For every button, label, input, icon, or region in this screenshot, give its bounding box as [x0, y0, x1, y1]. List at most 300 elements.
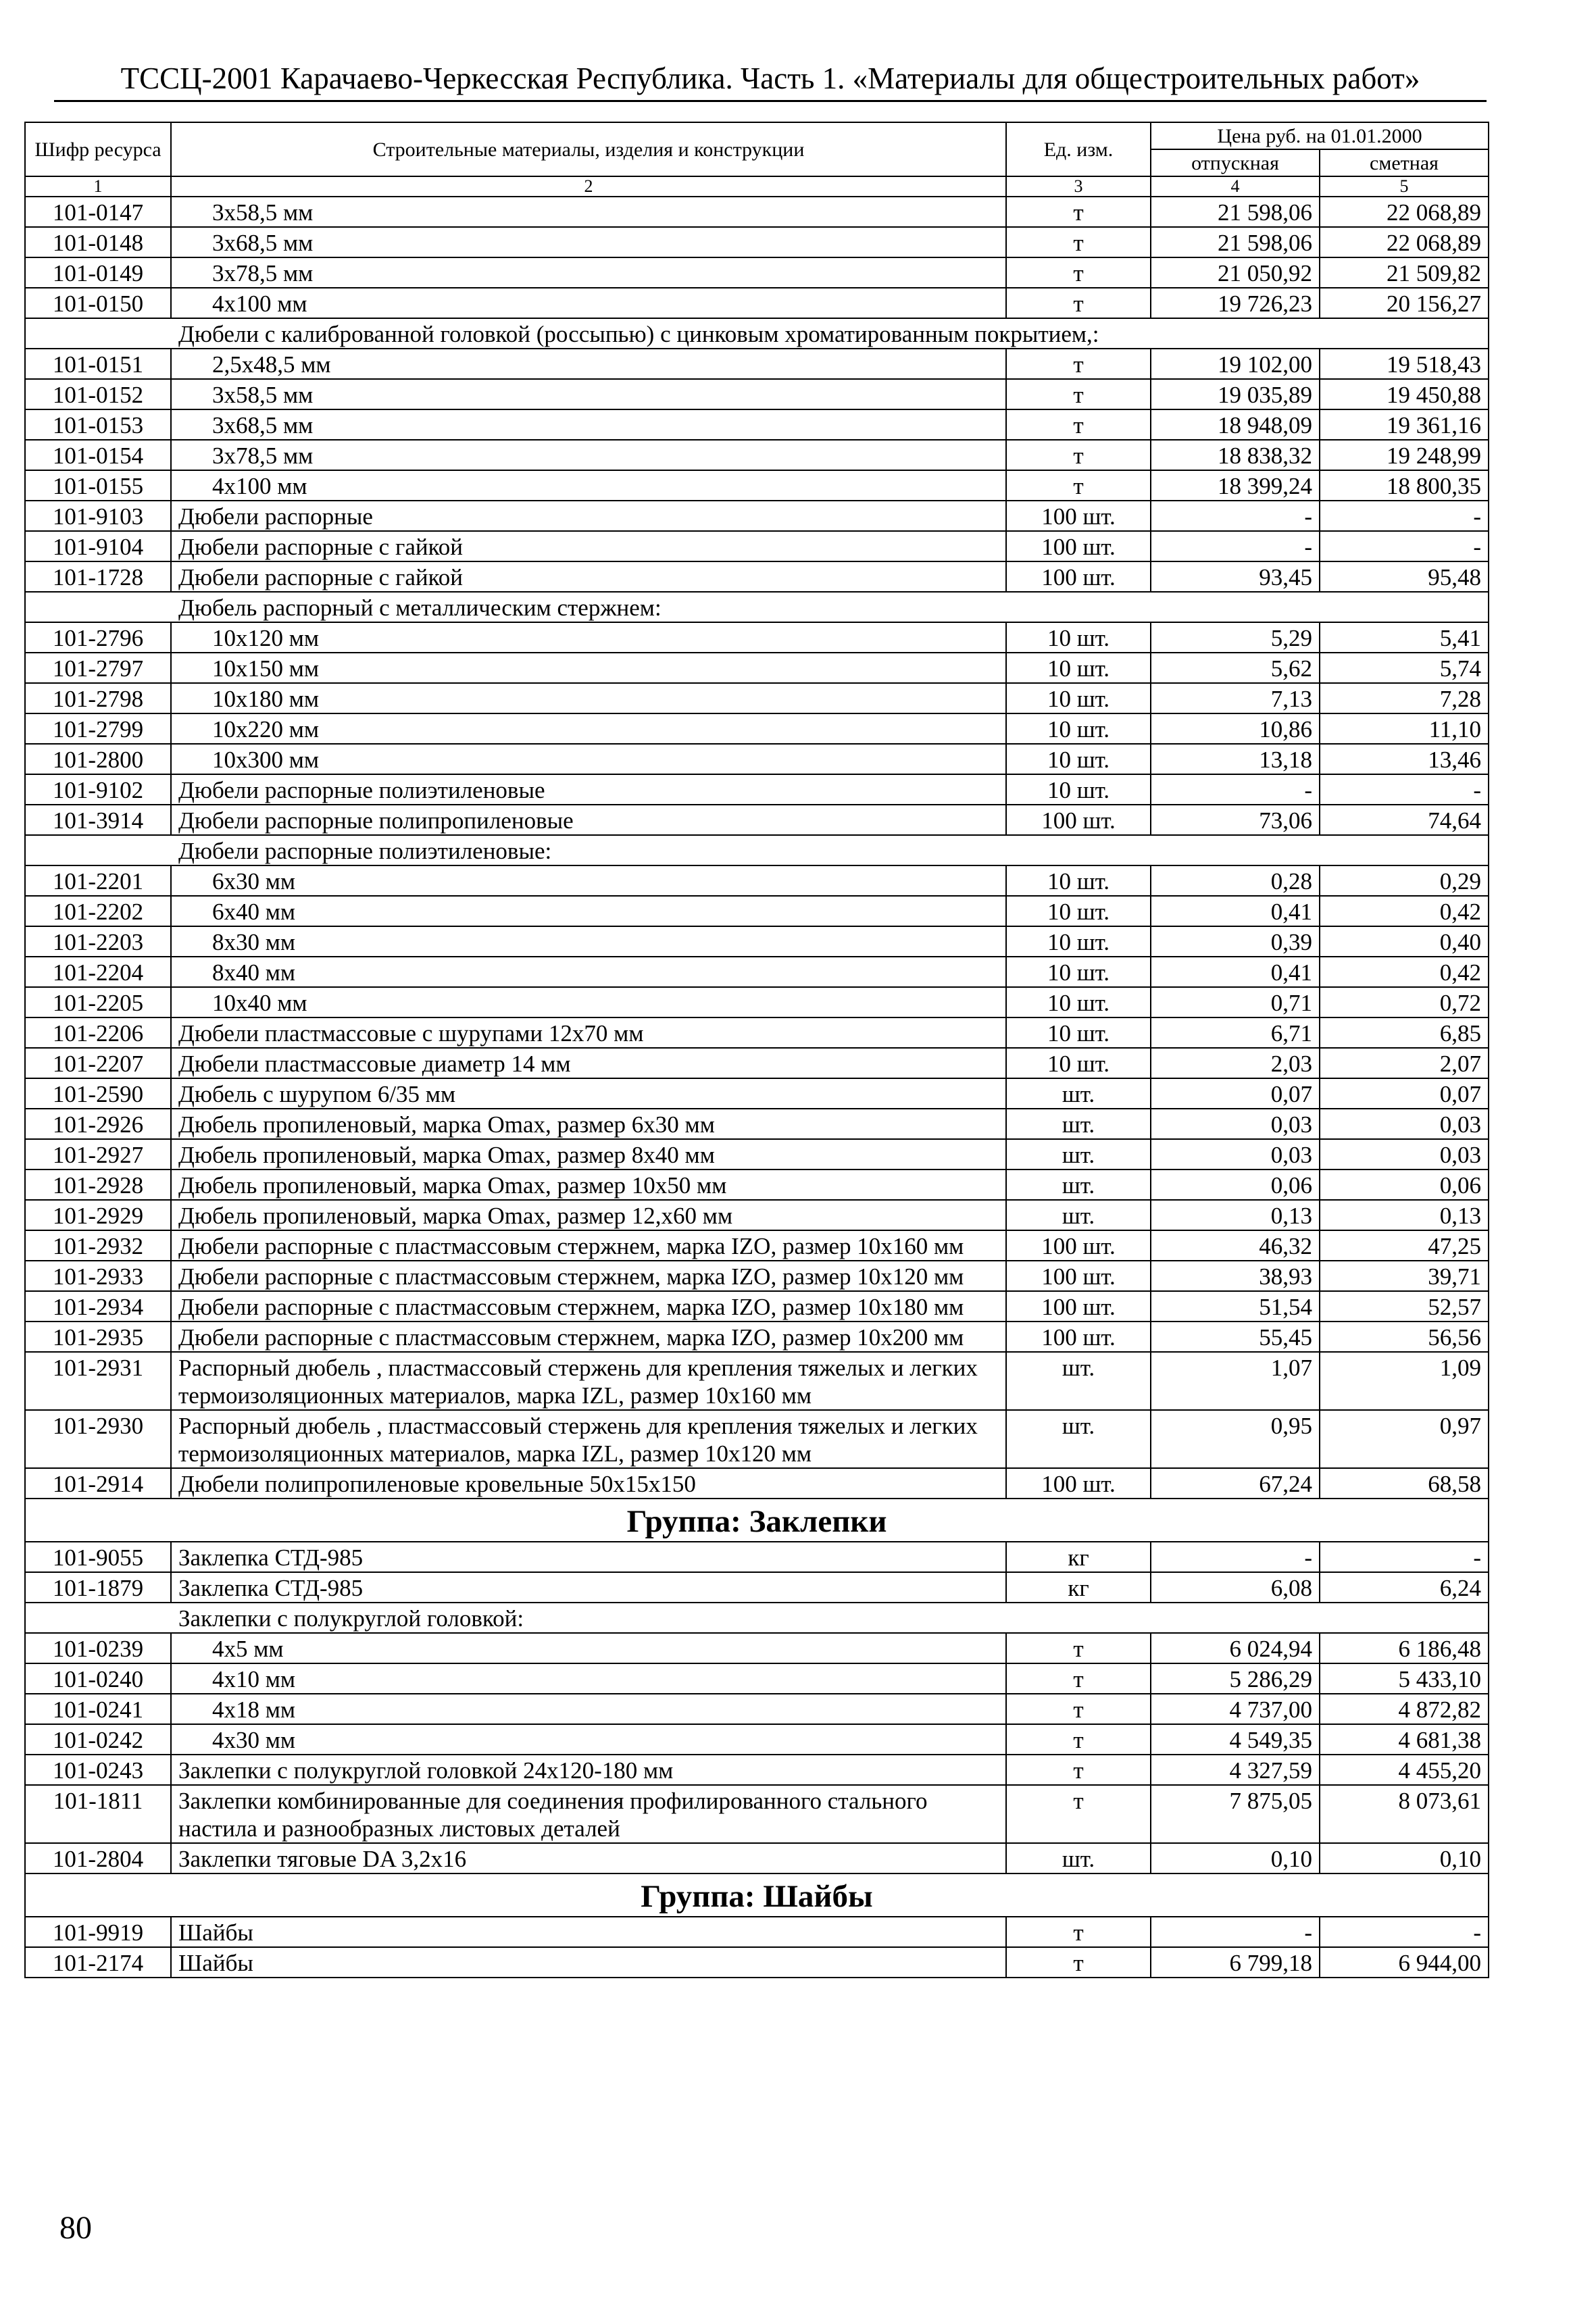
material-name: Дюбели распорные с пластмассовым стержнем, марка IZO, размер 10x180 мм	[171, 1291, 1006, 1322]
estimate-price: -	[1320, 1542, 1489, 1572]
estimate-price: 4 455,20	[1320, 1755, 1489, 1785]
resource-code: 101-2927	[25, 1139, 171, 1169]
material-name: 10x300 мм	[171, 744, 1006, 774]
material-name: 4x5 мм	[171, 1633, 1006, 1663]
resource-code: 101-2934	[25, 1291, 171, 1322]
material-name: 3x68,5 мм	[171, 227, 1006, 257]
material-name: Шайбы	[171, 1947, 1006, 1978]
table-row	[25, 1139, 1489, 1169]
material-name: 3x58,5 мм	[171, 197, 1006, 227]
material-name: 4x18 мм	[171, 1694, 1006, 1724]
resource-code: 101-2914	[25, 1468, 171, 1499]
table-row	[25, 1410, 1489, 1468]
material-name: 4x10 мм	[171, 1663, 1006, 1694]
estimate-price: 22 068,89	[1320, 197, 1489, 227]
table-row	[25, 744, 1489, 774]
table-row	[25, 1633, 1489, 1663]
table-row	[25, 1261, 1489, 1291]
resource-code: 101-9055	[25, 1542, 171, 1572]
material-name: 4x30 мм	[171, 1724, 1006, 1755]
column-number: 1	[25, 176, 171, 197]
table-row	[25, 379, 1489, 409]
resource-code: 101-0152	[25, 379, 171, 409]
unit: шт.	[1006, 1109, 1151, 1139]
table-row	[25, 501, 1489, 531]
subheading-text: Дюбели распорные полиэтиленовые:	[25, 835, 1489, 865]
subheading-row	[25, 592, 1489, 622]
estimate-price: 0,03	[1320, 1109, 1489, 1139]
estimate-price: 5 433,10	[1320, 1663, 1489, 1694]
unit: 10 шт.	[1006, 774, 1151, 805]
material-name: 6x40 мм	[171, 896, 1006, 926]
table-row	[25, 288, 1489, 318]
table-row	[25, 257, 1489, 288]
unit: 100 шт.	[1006, 561, 1151, 592]
table-row	[25, 440, 1489, 470]
unit: 10 шт.	[1006, 1048, 1151, 1078]
release-price: 0,39	[1151, 926, 1320, 957]
estimate-price: 68,58	[1320, 1468, 1489, 1499]
unit: шт.	[1006, 1139, 1151, 1169]
table-row	[25, 197, 1489, 227]
release-price: -	[1151, 1917, 1320, 1947]
estimate-price: 0,13	[1320, 1200, 1489, 1230]
resource-code: 101-0241	[25, 1694, 171, 1724]
unit: 10 шт.	[1006, 683, 1151, 713]
material-name: Заклепка СТД-985	[171, 1572, 1006, 1603]
material-name: 3x78,5 мм	[171, 440, 1006, 470]
resource-code: 101-0239	[25, 1633, 171, 1663]
material-name: Дюбели распорные с пластмассовым стержнем, марка IZO, размер 10x120 мм	[171, 1261, 1006, 1291]
resource-code: 101-2206	[25, 1017, 171, 1048]
table-row	[25, 349, 1489, 379]
resource-code: 101-2202	[25, 896, 171, 926]
resource-code: 101-0147	[25, 197, 171, 227]
release-price: 19 102,00	[1151, 349, 1320, 379]
table-row	[25, 896, 1489, 926]
resource-code: 101-9104	[25, 531, 171, 561]
unit: т	[1006, 409, 1151, 440]
unit: 10 шт.	[1006, 713, 1151, 744]
release-price: 0,71	[1151, 987, 1320, 1017]
material-name: Дюбели распорные с гайкой	[171, 561, 1006, 592]
estimate-price: 0,03	[1320, 1139, 1489, 1169]
unit: 100 шт.	[1006, 805, 1151, 835]
table-row	[25, 1542, 1489, 1572]
unit: 100 шт.	[1006, 1261, 1151, 1291]
release-price: -	[1151, 1542, 1320, 1572]
unit: шт.	[1006, 1200, 1151, 1230]
unit: 100 шт.	[1006, 501, 1151, 531]
material-name: 10x180 мм	[171, 683, 1006, 713]
subheading-row	[25, 835, 1489, 865]
table-row	[25, 1663, 1489, 1694]
unit: 10 шт.	[1006, 1017, 1151, 1048]
material-name: Дюбели пластмассовые с шурупами 12x70 мм	[171, 1017, 1006, 1048]
release-price: 5,62	[1151, 653, 1320, 683]
table-row	[25, 1694, 1489, 1724]
table-row	[25, 470, 1489, 501]
resource-code: 101-0150	[25, 288, 171, 318]
unit: т	[1006, 349, 1151, 379]
unit: т	[1006, 288, 1151, 318]
unit: шт.	[1006, 1169, 1151, 1200]
group-title: Группа: Заклепки	[25, 1499, 1489, 1542]
estimate-price: 52,57	[1320, 1291, 1489, 1322]
table-row	[25, 1755, 1489, 1785]
resource-code: 101-2804	[25, 1843, 171, 1873]
unit: т	[1006, 1633, 1151, 1663]
material-name: Дюбель с шурупом 6/35 мм	[171, 1078, 1006, 1109]
table-body	[25, 197, 1489, 1978]
release-price: 21 598,06	[1151, 227, 1320, 257]
release-price: 73,06	[1151, 805, 1320, 835]
resource-code: 101-2935	[25, 1322, 171, 1352]
estimate-price: 18 800,35	[1320, 470, 1489, 501]
resource-code: 101-2174	[25, 1947, 171, 1978]
material-name: Заклепки с полукруглой головкой 24x120-180 мм	[171, 1755, 1006, 1785]
material-name: 10x120 мм	[171, 622, 1006, 653]
material-name: Распорный дюбель , пластмассовый стержень для крепления тяжелых и легких термоизоляционных материалов, марка IZL, размер 10x120 мм	[171, 1410, 1006, 1468]
table-row	[25, 1200, 1489, 1230]
unit: 10 шт.	[1006, 744, 1151, 774]
release-price: 51,54	[1151, 1291, 1320, 1322]
column-number: 5	[1320, 176, 1489, 197]
resource-code: 101-2799	[25, 713, 171, 744]
release-price: 6,71	[1151, 1017, 1320, 1048]
table-row	[25, 1843, 1489, 1873]
unit: кг	[1006, 1572, 1151, 1603]
release-price: -	[1151, 531, 1320, 561]
unit: т	[1006, 257, 1151, 288]
estimate-price: 6 186,48	[1320, 1633, 1489, 1663]
resource-code: 101-2797	[25, 653, 171, 683]
table-head	[25, 122, 1489, 197]
table-row	[25, 1724, 1489, 1755]
table-row	[25, 774, 1489, 805]
estimate-price: 6,85	[1320, 1017, 1489, 1048]
resource-code: 101-0155	[25, 470, 171, 501]
release-price: 10,86	[1151, 713, 1320, 744]
unit: 10 шт.	[1006, 622, 1151, 653]
unit: 10 шт.	[1006, 653, 1151, 683]
release-price: 21 598,06	[1151, 197, 1320, 227]
table-row	[25, 622, 1489, 653]
release-price: 0,03	[1151, 1109, 1320, 1139]
estimate-price: 74,64	[1320, 805, 1489, 835]
resource-code: 101-1879	[25, 1572, 171, 1603]
unit: т	[1006, 197, 1151, 227]
unit: 10 шт.	[1006, 896, 1151, 926]
resource-code: 101-0153	[25, 409, 171, 440]
table-row	[25, 409, 1489, 440]
release-price: 6,08	[1151, 1572, 1320, 1603]
resource-code: 101-2800	[25, 744, 171, 774]
resource-code: 101-3914	[25, 805, 171, 835]
release-price: 7 875,05	[1151, 1785, 1320, 1843]
estimate-price: 19 518,43	[1320, 349, 1489, 379]
column-header-estimate-price: сметная	[1320, 149, 1489, 176]
estimate-price: 4 872,82	[1320, 1694, 1489, 1724]
page-header: ТССЦ-2001 Карачаево-Черкесская Республика. Часть 1. «Материалы для общестроительных работ»	[54, 59, 1487, 102]
unit: т	[1006, 440, 1151, 470]
unit: 10 шт.	[1006, 926, 1151, 957]
resource-code: 101-2798	[25, 683, 171, 713]
material-name: Дюбели распорные с гайкой	[171, 531, 1006, 561]
material-name: Дюбели распорные	[171, 501, 1006, 531]
estimate-price: 7,28	[1320, 683, 1489, 713]
resource-code: 101-2930	[25, 1410, 171, 1468]
estimate-price: -	[1320, 1917, 1489, 1947]
column-number: 3	[1006, 176, 1151, 197]
table-row	[25, 1048, 1489, 1078]
resource-code: 101-2201	[25, 865, 171, 896]
release-price: 0,13	[1151, 1200, 1320, 1230]
table-row	[25, 227, 1489, 257]
subheading-text: Дюбель распорный с металлическим стержнем:	[25, 592, 1489, 622]
estimate-price: 0,42	[1320, 896, 1489, 926]
release-price: 6 799,18	[1151, 1947, 1320, 1978]
table-row	[25, 1322, 1489, 1352]
material-name: Заклепка СТД-985	[171, 1542, 1006, 1572]
material-name: Дюбель пропиленовый, марка Omax, размер 6x30 мм	[171, 1109, 1006, 1139]
estimate-price: 0,10	[1320, 1843, 1489, 1873]
unit: 100 шт.	[1006, 1291, 1151, 1322]
column-number-row	[25, 176, 1489, 197]
release-price: 0,41	[1151, 957, 1320, 987]
resource-code: 101-9102	[25, 774, 171, 805]
resource-code: 101-2207	[25, 1048, 171, 1078]
estimate-price: 6,24	[1320, 1572, 1489, 1603]
resource-code: 101-2931	[25, 1352, 171, 1410]
table-row	[25, 1078, 1489, 1109]
material-name: Заклепки тяговые DA 3,2x16	[171, 1843, 1006, 1873]
release-price: 5 286,29	[1151, 1663, 1320, 1694]
unit: шт.	[1006, 1078, 1151, 1109]
estimate-price: 0,40	[1320, 926, 1489, 957]
estimate-price: 21 509,82	[1320, 257, 1489, 288]
column-header-unit: Ед. изм.	[1006, 122, 1151, 176]
estimate-price: 0,72	[1320, 987, 1489, 1017]
material-name: 4x100 мм	[171, 470, 1006, 501]
resource-code: 101-0242	[25, 1724, 171, 1755]
table-row	[25, 1109, 1489, 1139]
release-price: 2,03	[1151, 1048, 1320, 1078]
resource-code: 101-0151	[25, 349, 171, 379]
table-row	[25, 865, 1489, 896]
material-name: 8x30 мм	[171, 926, 1006, 957]
material-name: Дюбель пропиленовый, марка Omax, размер 8x40 мм	[171, 1139, 1006, 1169]
resource-code: 101-1811	[25, 1785, 171, 1843]
release-price: 19 035,89	[1151, 379, 1320, 409]
subheading-text: Заклепки с полукруглой головкой:	[25, 1603, 1489, 1633]
unit: т	[1006, 227, 1151, 257]
release-price: 21 050,92	[1151, 257, 1320, 288]
estimate-price: 22 068,89	[1320, 227, 1489, 257]
estimate-price: 20 156,27	[1320, 288, 1489, 318]
table-row	[25, 1169, 1489, 1200]
resource-code: 101-2590	[25, 1078, 171, 1109]
release-price: 0,06	[1151, 1169, 1320, 1200]
table-row	[25, 805, 1489, 835]
unit: т	[1006, 379, 1151, 409]
material-name: Дюбели распорные с пластмассовым стержнем, марка IZO, размер 10x160 мм	[171, 1230, 1006, 1261]
estimate-price: 0,29	[1320, 865, 1489, 896]
resource-code: 101-2796	[25, 622, 171, 653]
unit: т	[1006, 1694, 1151, 1724]
subheading-row	[25, 1603, 1489, 1633]
unit: т	[1006, 470, 1151, 501]
estimate-price: 6 944,00	[1320, 1947, 1489, 1978]
unit: шт.	[1006, 1843, 1151, 1873]
column-number: 2	[171, 176, 1006, 197]
release-price: 7,13	[1151, 683, 1320, 713]
unit: т	[1006, 1663, 1151, 1694]
column-header-code: Шифр ресурса	[25, 122, 171, 176]
estimate-price: 19 450,88	[1320, 379, 1489, 409]
table-row	[25, 1785, 1489, 1843]
release-price: 93,45	[1151, 561, 1320, 592]
release-price: -	[1151, 501, 1320, 531]
unit: 100 шт.	[1006, 1468, 1151, 1499]
table-row	[25, 1230, 1489, 1261]
resource-code: 101-9103	[25, 501, 171, 531]
release-price: 18 838,32	[1151, 440, 1320, 470]
material-name: Дюбели пластмассовые диаметр 14 мм	[171, 1048, 1006, 1078]
resource-code: 101-2205	[25, 987, 171, 1017]
material-name: 10x40 мм	[171, 987, 1006, 1017]
resource-code: 101-0154	[25, 440, 171, 470]
page-number: 80	[59, 2210, 92, 2246]
material-name: Дюбель пропиленовый, марка Omax, размер 10x50 мм	[171, 1169, 1006, 1200]
release-price: 18 948,09	[1151, 409, 1320, 440]
unit: 10 шт.	[1006, 987, 1151, 1017]
material-name: 3x68,5 мм	[171, 409, 1006, 440]
table-row	[25, 1947, 1489, 1978]
estimate-price: 39,71	[1320, 1261, 1489, 1291]
estimate-price: 8 073,61	[1320, 1785, 1489, 1843]
material-name: Дюбели полипропиленовые кровельные 50x15x150	[171, 1468, 1006, 1499]
release-price: 0,95	[1151, 1410, 1320, 1468]
group-heading-row	[25, 1873, 1489, 1917]
material-name: Дюбели распорные с пластмассовым стержнем, марка IZO, размер 10x200 мм	[171, 1322, 1006, 1352]
release-price: 6 024,94	[1151, 1633, 1320, 1663]
resource-code: 101-2926	[25, 1109, 171, 1139]
release-price: 13,18	[1151, 744, 1320, 774]
table-row	[25, 1572, 1489, 1603]
table-row	[25, 1291, 1489, 1322]
table-row	[25, 531, 1489, 561]
unit: 100 шт.	[1006, 1230, 1151, 1261]
table-row	[25, 957, 1489, 987]
estimate-price: 0,06	[1320, 1169, 1489, 1200]
unit: т	[1006, 1755, 1151, 1785]
release-price: 19 726,23	[1151, 288, 1320, 318]
resource-code: 101-2933	[25, 1261, 171, 1291]
estimate-price: 19 248,99	[1320, 440, 1489, 470]
price-table	[24, 122, 1489, 1978]
unit: т	[1006, 1724, 1151, 1755]
estimate-price: -	[1320, 531, 1489, 561]
release-price: 38,93	[1151, 1261, 1320, 1291]
unit: т	[1006, 1785, 1151, 1843]
estimate-price: 0,42	[1320, 957, 1489, 987]
estimate-price: -	[1320, 774, 1489, 805]
table-row	[25, 1917, 1489, 1947]
release-price: 0,07	[1151, 1078, 1320, 1109]
release-price: 0,41	[1151, 896, 1320, 926]
table-row	[25, 1017, 1489, 1048]
unit: т	[1006, 1947, 1151, 1978]
material-name: 3x78,5 мм	[171, 257, 1006, 288]
table-row	[25, 653, 1489, 683]
estimate-price: 95,48	[1320, 561, 1489, 592]
estimate-price: 11,10	[1320, 713, 1489, 744]
material-name: Дюбель пропиленовый, марка Omax, размер 12,x60 мм	[171, 1200, 1006, 1230]
material-name: Распорный дюбель , пластмассовый стержень для крепления тяжелых и легких термоизоляционных материалов, марка IZL, размер 10x160 мм	[171, 1352, 1006, 1410]
material-name: Заклепки комбинированные для соединения профилированного стального настила и разнообразных листовых деталей	[171, 1785, 1006, 1843]
unit: 100 шт.	[1006, 1322, 1151, 1352]
release-price: 5,29	[1151, 622, 1320, 653]
unit: 100 шт.	[1006, 531, 1151, 561]
material-name: 3x58,5 мм	[171, 379, 1006, 409]
resource-code: 101-2932	[25, 1230, 171, 1261]
material-name: Шайбы	[171, 1917, 1006, 1947]
estimate-price: 19 361,16	[1320, 409, 1489, 440]
release-price: 18 399,24	[1151, 470, 1320, 501]
resource-code: 101-2204	[25, 957, 171, 987]
column-header-name: Строительные материалы, изделия и конструкции	[171, 122, 1006, 176]
unit: 10 шт.	[1006, 957, 1151, 987]
release-price: 0,10	[1151, 1843, 1320, 1873]
release-price: 4 549,35	[1151, 1724, 1320, 1755]
resource-code: 101-2203	[25, 926, 171, 957]
resource-code: 101-0149	[25, 257, 171, 288]
group-heading-row	[25, 1499, 1489, 1542]
subheading-row	[25, 318, 1489, 349]
material-name: 6x30 мм	[171, 865, 1006, 896]
material-name: 8x40 мм	[171, 957, 1006, 987]
table-row	[25, 713, 1489, 744]
estimate-price: 0,07	[1320, 1078, 1489, 1109]
unit: кг	[1006, 1542, 1151, 1572]
resource-code: 101-2928	[25, 1169, 171, 1200]
resource-code: 101-0148	[25, 227, 171, 257]
estimate-price: -	[1320, 501, 1489, 531]
estimate-price: 47,25	[1320, 1230, 1489, 1261]
column-header-release-price: отпускная	[1151, 149, 1320, 176]
release-price: 67,24	[1151, 1468, 1320, 1499]
table-row	[25, 683, 1489, 713]
release-price: 0,03	[1151, 1139, 1320, 1169]
column-header-price-group: Цена руб. на 01.01.2000	[1151, 122, 1489, 149]
estimate-price: 5,41	[1320, 622, 1489, 653]
group-title: Группа: Шайбы	[25, 1873, 1489, 1917]
resource-code: 101-2929	[25, 1200, 171, 1230]
release-price: 1,07	[1151, 1352, 1320, 1410]
release-price: 4 737,00	[1151, 1694, 1320, 1724]
column-number: 4	[1151, 176, 1320, 197]
table-row	[25, 1352, 1489, 1410]
material-name: 10x220 мм	[171, 713, 1006, 744]
material-name: Дюбели распорные полипропиленовые	[171, 805, 1006, 835]
unit: шт.	[1006, 1352, 1151, 1410]
unit: т	[1006, 1917, 1151, 1947]
resource-code: 101-9919	[25, 1917, 171, 1947]
material-name: 2,5x48,5 мм	[171, 349, 1006, 379]
release-price: 55,45	[1151, 1322, 1320, 1352]
resource-code: 101-1728	[25, 561, 171, 592]
